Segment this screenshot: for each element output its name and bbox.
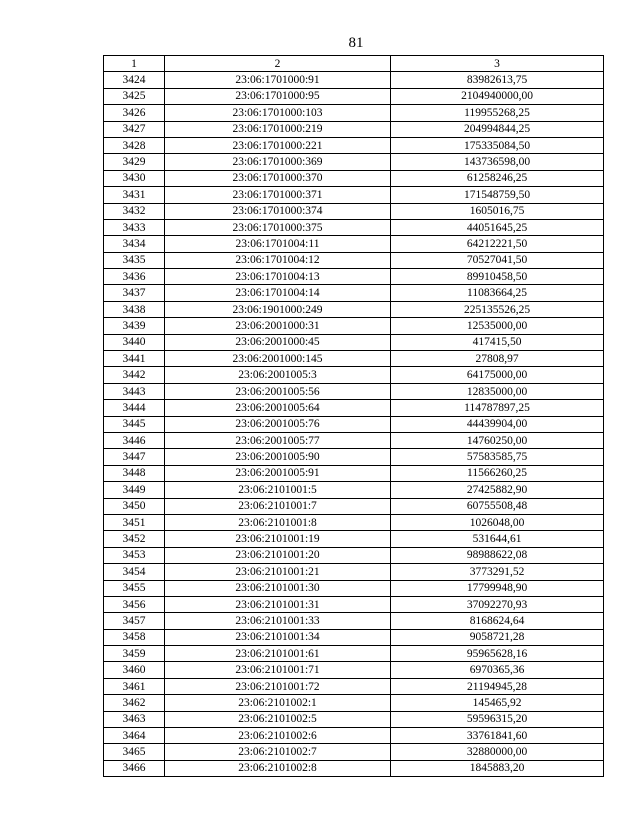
row-number-cell: 3435 [104, 252, 165, 268]
table-header-row [104, 56, 604, 72]
table-row [104, 482, 604, 498]
row-number-cell: 3427 [104, 121, 165, 137]
value-cell: 3773291,52 [391, 564, 604, 580]
row-number-cell: 3431 [104, 187, 165, 203]
cadastral-number-cell: 23:06:1701000:219 [165, 121, 391, 137]
value-cell: 95965628,16 [391, 646, 604, 662]
value-cell: 57583585,75 [391, 449, 604, 465]
table-row [104, 514, 604, 530]
cadastral-number-cell: 23:06:2001000:145 [165, 351, 391, 367]
value-cell: 175335084,50 [391, 137, 604, 153]
cadastral-number-cell: 23:06:1701000:369 [165, 154, 391, 170]
cadastral-number-cell: 23:06:2101001:34 [165, 629, 391, 645]
row-number-cell: 3433 [104, 219, 165, 235]
table-row [104, 351, 604, 367]
row-number-cell: 3458 [104, 629, 165, 645]
value-cell: 6970365,36 [391, 662, 604, 678]
table-row [104, 678, 604, 694]
cadastral-number-cell: 23:06:2101001:5 [165, 482, 391, 498]
value-cell: 21194945,28 [391, 678, 604, 694]
row-number-cell: 3426 [104, 105, 165, 121]
row-number-cell: 3452 [104, 531, 165, 547]
table-row [104, 252, 604, 268]
table-row [104, 334, 604, 350]
table-row [104, 367, 604, 383]
row-number-cell: 3453 [104, 547, 165, 563]
cadastral-number-cell: 23:06:1701004:11 [165, 236, 391, 252]
value-cell: 8168624,64 [391, 613, 604, 629]
table-row [104, 744, 604, 760]
cadastral-number-cell: 23:06:2001005:56 [165, 383, 391, 399]
row-number-cell: 3445 [104, 416, 165, 432]
cadastral-number-cell: 23:06:1701004:12 [165, 252, 391, 268]
cadastral-number-cell: 23:06:1701000:103 [165, 105, 391, 121]
value-cell: 204994844,25 [391, 121, 604, 137]
cadastral-number-cell: 23:06:1701000:95 [165, 88, 391, 104]
cadastral-number-cell: 23:06:2001005:90 [165, 449, 391, 465]
value-cell: 2104940000,00 [391, 88, 604, 104]
row-number-cell: 3444 [104, 400, 165, 416]
table-row [104, 760, 604, 776]
table-row [104, 432, 604, 448]
row-number-cell: 3464 [104, 728, 165, 744]
value-cell: 70527041,50 [391, 252, 604, 268]
table-row [104, 596, 604, 612]
row-number-cell: 3439 [104, 318, 165, 334]
cadastral-number-cell: 23:06:1701000:374 [165, 203, 391, 219]
cadastral-number-cell: 23:06:1701004:14 [165, 285, 391, 301]
row-number-cell: 3460 [104, 662, 165, 678]
row-number-cell: 3428 [104, 137, 165, 153]
table-row [104, 285, 604, 301]
row-number-cell: 3461 [104, 678, 165, 694]
value-cell: 1605016,75 [391, 203, 604, 219]
value-cell: 14760250,00 [391, 432, 604, 448]
table-row [104, 711, 604, 727]
cadastral-number-cell: 23:06:2101002:7 [165, 744, 391, 760]
value-cell: 119955268,25 [391, 105, 604, 121]
table-row [104, 662, 604, 678]
cadastral-number-cell: 23:06:2001005:76 [165, 416, 391, 432]
table-header [104, 56, 604, 72]
value-cell: 27425882,90 [391, 482, 604, 498]
value-cell: 64175000,00 [391, 367, 604, 383]
row-number-cell: 3457 [104, 613, 165, 629]
row-number-cell: 3451 [104, 514, 165, 530]
value-cell: 89910458,50 [391, 269, 604, 285]
cadastral-number-cell: 23:06:1701000:91 [165, 72, 391, 88]
cadastral-number-cell: 23:06:1701000:370 [165, 170, 391, 186]
row-number-cell: 3462 [104, 695, 165, 711]
row-number-cell: 3430 [104, 170, 165, 186]
value-cell: 27808,97 [391, 351, 604, 367]
table-row [104, 170, 604, 186]
cadastral-number-cell: 23:06:1701000:221 [165, 137, 391, 153]
row-number-cell: 3459 [104, 646, 165, 662]
value-cell: 98988622,08 [391, 547, 604, 563]
value-cell: 61258246,25 [391, 170, 604, 186]
cadastral-number-cell: 23:06:1701004:13 [165, 269, 391, 285]
cadastral-value-table [103, 55, 604, 777]
cadastral-number-cell: 23:06:2101001:20 [165, 547, 391, 563]
row-number-cell: 3425 [104, 88, 165, 104]
cadastral-number-cell: 23:06:2101001:21 [165, 564, 391, 580]
table-row [104, 72, 604, 88]
table-row [104, 203, 604, 219]
row-number-cell: 3466 [104, 760, 165, 776]
cadastral-number-cell: 23:06:2101001:71 [165, 662, 391, 678]
table-row [104, 580, 604, 596]
row-number-cell: 3456 [104, 596, 165, 612]
value-cell: 17799948,90 [391, 580, 604, 596]
header-column-2: 2 [165, 56, 391, 72]
cadastral-number-cell: 23:06:2101001:33 [165, 613, 391, 629]
row-number-cell: 3442 [104, 367, 165, 383]
table-row [104, 88, 604, 104]
value-cell: 32880000,00 [391, 744, 604, 760]
page-number: 81 [348, 35, 364, 51]
value-cell: 12535000,00 [391, 318, 604, 334]
value-cell: 171548759,50 [391, 187, 604, 203]
row-number-cell: 3436 [104, 269, 165, 285]
table-row [104, 269, 604, 285]
header-column-1: 1 [104, 56, 165, 72]
table-row [104, 646, 604, 662]
cadastral-number-cell: 23:06:1701000:371 [165, 187, 391, 203]
value-cell: 1845883,20 [391, 760, 604, 776]
row-number-cell: 3447 [104, 449, 165, 465]
table-body [104, 72, 604, 777]
table-row [104, 318, 604, 334]
table-row [104, 531, 604, 547]
table-row [104, 629, 604, 645]
row-number-cell: 3437 [104, 285, 165, 301]
table-row [104, 613, 604, 629]
row-number-cell: 3432 [104, 203, 165, 219]
table-row [104, 219, 604, 235]
value-cell: 531644,61 [391, 531, 604, 547]
table-row [104, 301, 604, 317]
table-row [104, 465, 604, 481]
value-cell: 143736598,00 [391, 154, 604, 170]
value-cell: 37092270,93 [391, 596, 604, 612]
table-row [104, 728, 604, 744]
value-cell: 225135526,25 [391, 301, 604, 317]
value-cell: 44439904,00 [391, 416, 604, 432]
value-cell: 33761841,60 [391, 728, 604, 744]
cadastral-number-cell: 23:06:2001005:3 [165, 367, 391, 383]
cadastral-number-cell: 23:06:2001005:91 [165, 465, 391, 481]
table-row [104, 416, 604, 432]
row-number-cell: 3441 [104, 351, 165, 367]
value-cell: 59596315,20 [391, 711, 604, 727]
table-row [104, 154, 604, 170]
cadastral-number-cell: 23:06:2101002:6 [165, 728, 391, 744]
row-number-cell: 3434 [104, 236, 165, 252]
table-row [104, 400, 604, 416]
row-number-cell: 3465 [104, 744, 165, 760]
row-number-cell: 3449 [104, 482, 165, 498]
table-row [104, 105, 604, 121]
row-number-cell: 3448 [104, 465, 165, 481]
cadastral-number-cell: 23:06:2001005:77 [165, 432, 391, 448]
header-column-3: 3 [391, 56, 604, 72]
table-row [104, 547, 604, 563]
row-number-cell: 3443 [104, 383, 165, 399]
table-row [104, 564, 604, 580]
cadastral-number-cell: 23:06:2101002:8 [165, 760, 391, 776]
cadastral-number-cell: 23:06:2101001:61 [165, 646, 391, 662]
value-cell: 11566260,25 [391, 465, 604, 481]
value-cell: 114787897,25 [391, 400, 604, 416]
table-row [104, 383, 604, 399]
table-row [104, 236, 604, 252]
value-cell: 60755508,48 [391, 498, 604, 514]
cadastral-number-cell: 23:06:2101001:8 [165, 514, 391, 530]
row-number-cell: 3440 [104, 334, 165, 350]
value-cell: 44051645,25 [391, 219, 604, 235]
value-cell: 11083664,25 [391, 285, 604, 301]
row-number-cell: 3463 [104, 711, 165, 727]
cadastral-number-cell: 23:06:2101001:31 [165, 596, 391, 612]
cadastral-number-cell: 23:06:2101001:19 [165, 531, 391, 547]
table-row [104, 498, 604, 514]
cadastral-number-cell: 23:06:1901000:249 [165, 301, 391, 317]
row-number-cell: 3429 [104, 154, 165, 170]
cadastral-number-cell: 23:06:2101001:30 [165, 580, 391, 596]
value-cell: 64212221,50 [391, 236, 604, 252]
cadastral-number-cell: 23:06:2001000:31 [165, 318, 391, 334]
cadastral-number-cell: 23:06:2101002:5 [165, 711, 391, 727]
value-cell: 145465,92 [391, 695, 604, 711]
cadastral-number-cell: 23:06:1701000:375 [165, 219, 391, 235]
table-row [104, 137, 604, 153]
cadastral-number-cell: 23:06:2001005:64 [165, 400, 391, 416]
row-number-cell: 3438 [104, 301, 165, 317]
value-cell: 9058721,28 [391, 629, 604, 645]
table-row [104, 449, 604, 465]
row-number-cell: 3450 [104, 498, 165, 514]
value-cell: 1026048,00 [391, 514, 604, 530]
cadastral-number-cell: 23:06:2001000:45 [165, 334, 391, 350]
table-row [104, 695, 604, 711]
table-row [104, 121, 604, 137]
cadastral-number-cell: 23:06:2101001:72 [165, 678, 391, 694]
row-number-cell: 3455 [104, 580, 165, 596]
table-row [104, 187, 604, 203]
value-cell: 83982613,75 [391, 72, 604, 88]
cadastral-number-cell: 23:06:2101001:7 [165, 498, 391, 514]
value-cell: 417415,50 [391, 334, 604, 350]
value-cell: 12835000,00 [391, 383, 604, 399]
row-number-cell: 3454 [104, 564, 165, 580]
row-number-cell: 3424 [104, 72, 165, 88]
row-number-cell: 3446 [104, 432, 165, 448]
cadastral-number-cell: 23:06:2101002:1 [165, 695, 391, 711]
